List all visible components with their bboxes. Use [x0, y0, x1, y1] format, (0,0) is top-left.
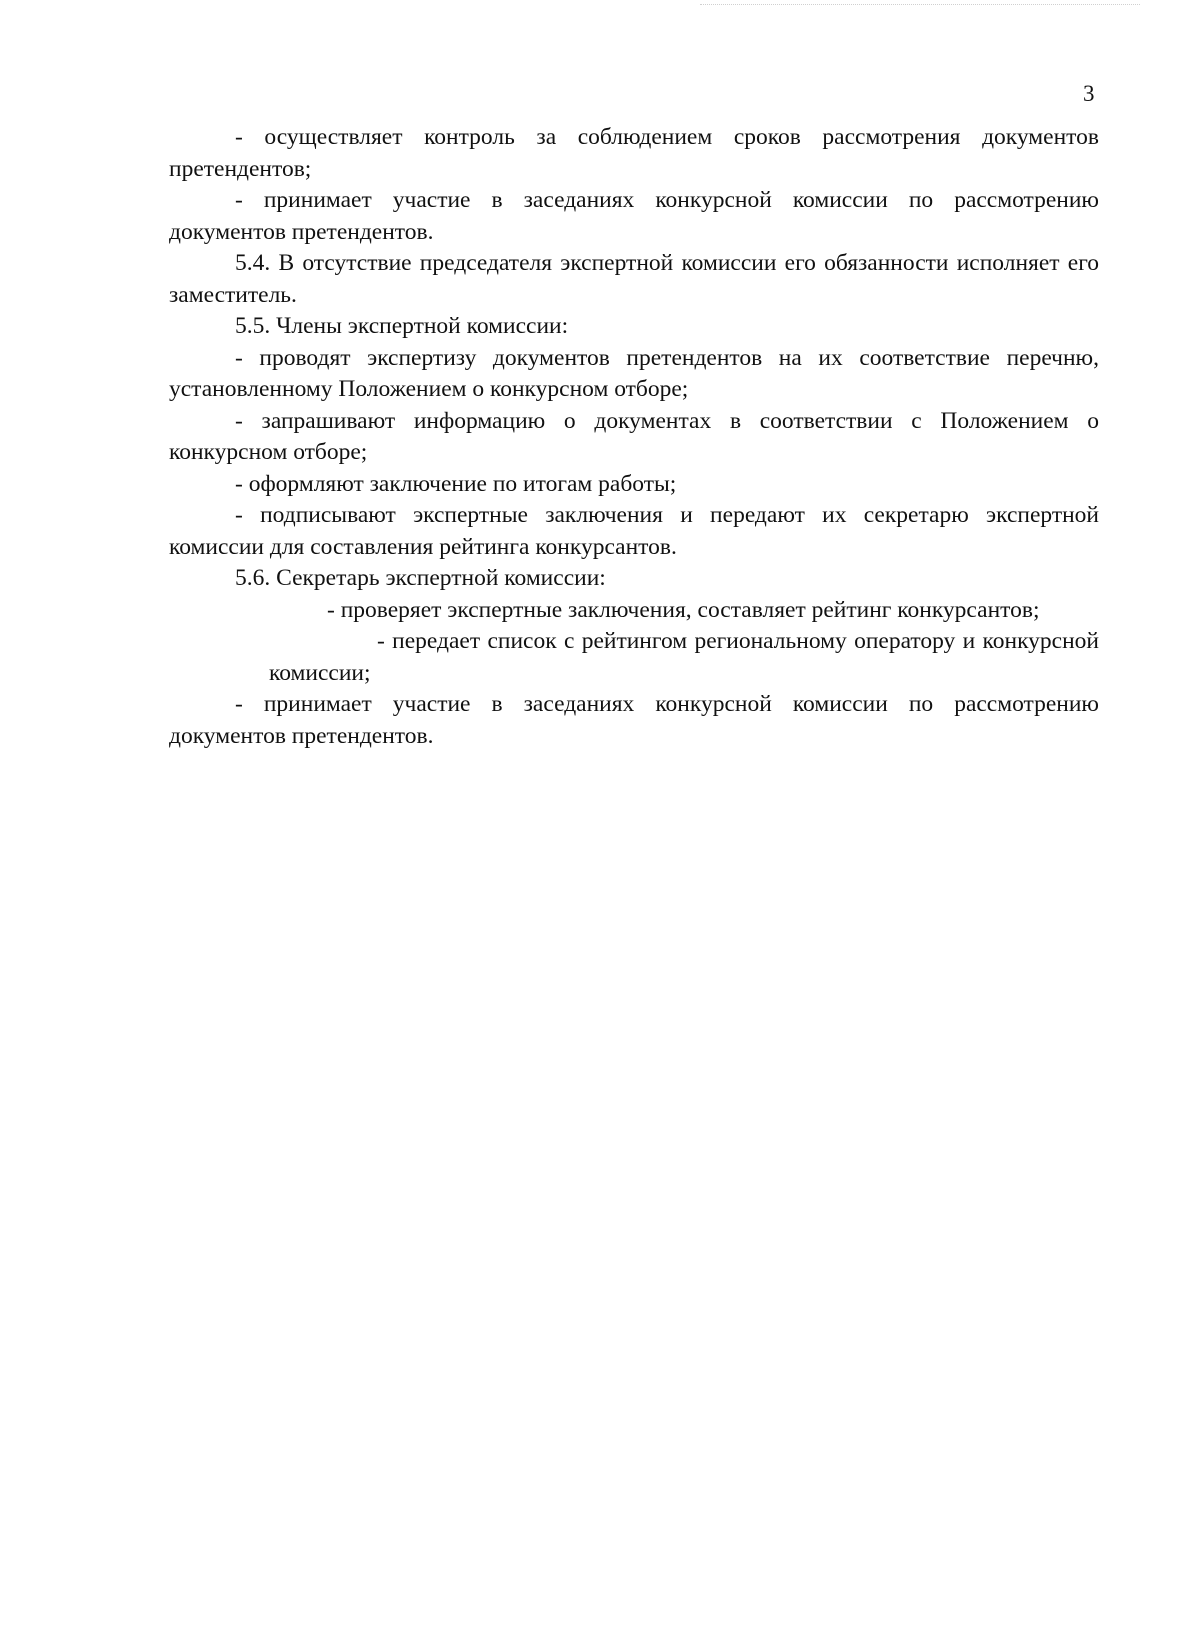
paragraph-request-info: - запрашивают информацию о документах в соответствии с Положением о конкурсном отборе; [169, 407, 1099, 465]
paragraph-pass-list: - передает список с рейтингом региональному оператору и конкурсной комиссии; [269, 628, 1099, 686]
paragraph-control-deadlines: - осуществляет контроль за соблюдением сроков рассмотрения документов претендентов; [169, 124, 1099, 182]
paragraph-check-conclusions: - проверяет экспертные заключения, составляет рейтинг конкурсантов; [327, 596, 1040, 623]
paragraph-5-5-heading: 5.5. Члены экспертной комиссии: [235, 313, 569, 339]
paragraph-5-6-heading: 5.6. Секретарь экспертной комиссии: [235, 565, 606, 591]
paragraph-5-4: 5.4. В отсутствие председателя экспертной комиссии его обязанности исполняет его заместитель. [169, 250, 1099, 308]
page-number: 3 [1083, 81, 1095, 106]
scan-artifact [700, 4, 1140, 6]
paragraph-conclusion: - оформляют заключение по итогам работы; [235, 470, 677, 497]
document-body [169, 122, 1099, 752]
paragraph-participation-meetings: - принимает участие в заседаниях конкурсной комиссии по рассмотрению документов претендентов. [169, 187, 1099, 245]
paragraph-secretary-participation: - принимает участие в заседаниях конкурсной комиссии по рассмотрению документов претендентов. [169, 691, 1099, 749]
paragraph-sign-conclusions: - подписывают экспертные заключения и передают их секретарю экспертной комиссии для составления рейтинга конкурсантов. [169, 502, 1099, 560]
paragraph-expertise: - проводят экспертизу документов претендентов на их соответствие перечню, установленному Положением о конкурсном отборе; [169, 344, 1099, 402]
